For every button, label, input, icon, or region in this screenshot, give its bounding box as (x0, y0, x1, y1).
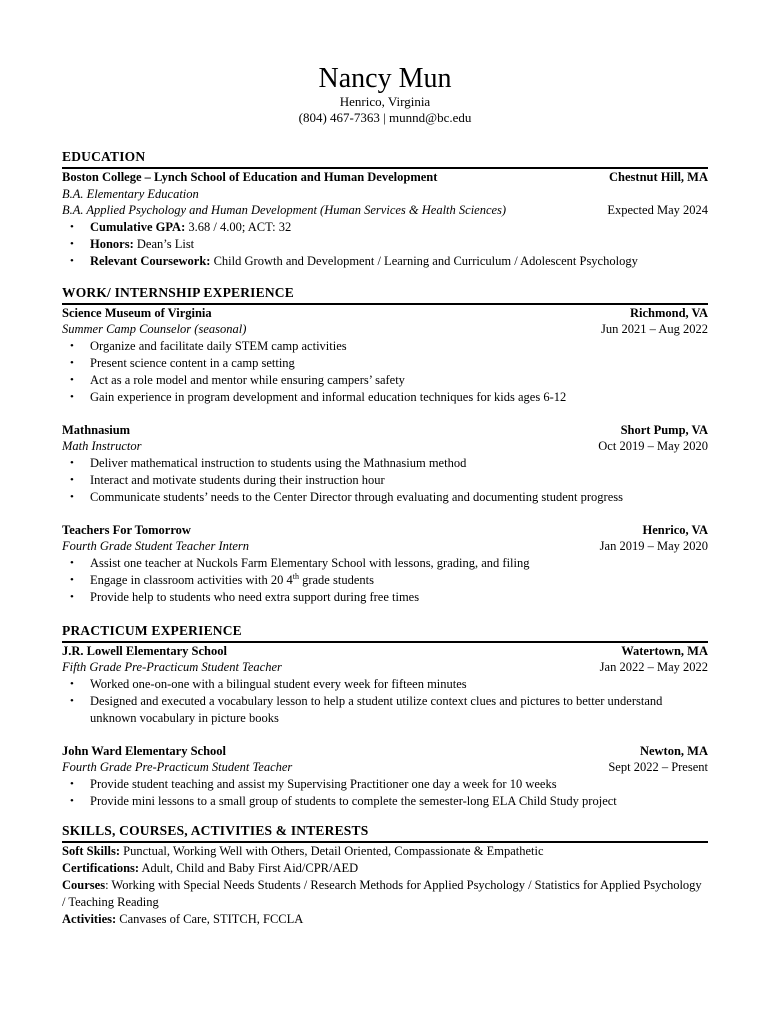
honors-value: Dean’s List (133, 236, 195, 251)
list-item: • Engage in classroom activities with 20 4th grade students (70, 571, 374, 587)
org-location: Henrico, VA (642, 522, 708, 537)
section-education (62, 149, 708, 270)
gpa-label: Cumulative GPA: (90, 219, 186, 234)
role-title: Math Instructor (62, 439, 142, 453)
education-degree2-row (62, 202, 708, 219)
org-row (62, 522, 708, 539)
list-item: • Organize and facilitate daily STEM camp activities (70, 338, 347, 353)
activities-line (62, 911, 708, 928)
role-row (62, 659, 708, 676)
practicum-entry-jr-lowell (62, 643, 708, 727)
section-practicum-experience (62, 623, 708, 810)
bullet-icon: • (70, 694, 74, 707)
list-item: • Provide help to students who need extra support during free times (70, 589, 420, 604)
certifications-value: Adult, Child and Baby First Aid/CPR/AED (139, 860, 359, 875)
soft-skills-label: Soft Skills: (62, 843, 121, 858)
role-title: Fifth Grade Pre-Practicum Student Teacher (62, 660, 282, 674)
activities-label: Activities: (62, 911, 117, 926)
resume-location: Henrico, Virginia (339, 94, 431, 109)
list-item: • Worked one-on-one with a bilingual student every week for fifteen minutes (70, 676, 467, 691)
org-name: J.R. Lowell Elementary School (62, 643, 227, 658)
list-item: • Assist one teacher at Nuckols Farm Elementary School with lessons, grading, and filing (70, 555, 530, 570)
bullet-icon: • (70, 456, 74, 469)
activities-value: Canvases of Care, STITCH, FCCLA (116, 911, 304, 926)
school-location: Chestnut Hill, MA (609, 170, 708, 184)
bullet-icon: • (70, 254, 74, 267)
org-name: Science Museum of Virginia (62, 305, 212, 320)
list-item: • Present science content in a camp setting (70, 355, 295, 370)
list-item: • Provide mini lessons to a small group of students to complete the semester-long ELA Child Study project (70, 793, 617, 808)
role-title: Fourth Grade Pre-Practicum Student Teacher (62, 760, 293, 774)
courses-value: : Working with Special Needs Students / Research Methods for Applied Psychology / Statistics for Applied Psychology / Teaching Reading (62, 877, 702, 909)
list-item: • Act as a role model and mentor while ensuring campers’ safety (70, 372, 405, 387)
school-name: Boston College – Lynch School of Education and Human Development (62, 170, 438, 184)
list-item: • Provide student teaching and assist my Supervising Practitioner one day a week for 10 weeks (70, 776, 557, 791)
soft-skills-line (62, 843, 708, 860)
role-dates: Jun 2021 – Aug 2022 (601, 322, 708, 336)
section-skills (62, 823, 708, 928)
education-school-row (62, 169, 708, 186)
role-row (62, 759, 708, 776)
bullet-icon: • (70, 556, 74, 569)
bullet-icon: • (70, 237, 74, 250)
honors-label: Honors: (90, 236, 134, 251)
bullet-icon: • (70, 677, 74, 690)
work-entry-science-museum (62, 305, 708, 406)
list-item (62, 219, 708, 236)
role-dates: Sept 2022 – Present (608, 760, 708, 774)
list-item: • Communicate students’ needs to the Center Director through evaluating and documenting student progress (70, 489, 623, 504)
bullet-icon: • (70, 777, 74, 790)
certifications-line (62, 860, 708, 877)
bullet-icon: • (70, 473, 74, 486)
role-dates: Jan 2022 – May 2022 (599, 660, 708, 674)
resume-content (62, 64, 708, 928)
role-title: Fourth Grade Student Teacher Intern (62, 539, 250, 553)
role-row (62, 538, 708, 555)
degree-2: B.A. Applied Psychology and Human Development (Human Services & Health Sciences) (62, 203, 507, 217)
list-item (62, 236, 708, 253)
org-name: John Ward Elementary School (62, 743, 227, 758)
resume-name: Nancy Mun (318, 63, 452, 94)
bullet-icon: • (70, 490, 74, 503)
org-name: Teachers For Tomorrow (62, 522, 191, 537)
practicum-entry-john-ward (62, 743, 708, 810)
coursework-label: Relevant Coursework: (90, 253, 211, 268)
bullet-icon: • (70, 339, 74, 352)
bullet-icon: • (70, 390, 74, 403)
bullet-icon: • (70, 220, 74, 233)
role-row (62, 438, 708, 455)
list-item (62, 253, 708, 270)
bullet-icon: • (70, 794, 74, 807)
education-bullets (62, 219, 708, 270)
org-row (62, 743, 708, 760)
courses-label: Courses (62, 877, 106, 892)
work-entry-mathnasium (62, 422, 708, 506)
list-item: • Designed and executed a vocabulary lesson to help a student utilize context clues and pictures to better understand unknown vocabulary in picture books (70, 693, 663, 725)
certifications-label: Certifications: (62, 860, 140, 875)
education-heading: EDUCATION (62, 149, 708, 169)
gpa-value: 3.68 / 4.00; ACT: 32 (185, 219, 292, 234)
graduation-date: Expected May 2024 (607, 203, 708, 217)
org-location: Richmond, VA (629, 305, 708, 320)
org-row (62, 305, 708, 322)
org-name: Mathnasium (62, 422, 131, 437)
org-row (62, 643, 708, 660)
skills-heading: SKILLS, COURSES, ACTIVITIES & INTERESTS (62, 823, 708, 843)
practicum-heading: PRACTICUM EXPERIENCE (62, 623, 708, 643)
role-row (62, 321, 708, 338)
org-location: Short Pump, VA (620, 422, 708, 437)
section-work-experience (62, 285, 708, 606)
soft-skills-value: Punctual, Working Well with Others, Detail Oriented, Compassionate & Empathetic (120, 843, 544, 858)
bullet-icon: • (70, 573, 74, 586)
role-dates: Jan 2019 – May 2020 (599, 539, 708, 553)
bullet-icon: • (70, 590, 74, 603)
courses-line (62, 877, 708, 911)
org-location: Watertown, MA (621, 643, 708, 658)
degree-1: B.A. Elementary Education (62, 186, 199, 201)
work-heading: WORK/ INTERNSHIP EXPERIENCE (62, 285, 708, 305)
org-location: Newton, MA (639, 743, 708, 758)
org-row (62, 422, 708, 439)
resume-contact: (804) 467-7363 | munnd@bc.edu (298, 110, 472, 125)
work-entry-teachers-for-tomorrow (62, 522, 708, 606)
bullet-icon: • (70, 356, 74, 369)
ordinal-superscript: th (292, 571, 299, 581)
role-title: Summer Camp Counselor (seasonal) (62, 322, 247, 336)
bullet-icon: • (70, 373, 74, 386)
list-item: • Gain experience in program development and informal education techniques for kids ages 6-12 (70, 389, 567, 404)
role-dates: Oct 2019 – May 2020 (598, 439, 708, 453)
list-item: • Deliver mathematical instruction to students using the Mathnasium method (70, 455, 467, 470)
education-degree1-row (62, 186, 708, 203)
coursework-value: Child Growth and Development / Learning and Curriculum / Adolescent Psychology (210, 253, 638, 268)
list-item: • Interact and motivate students during their instruction hour (70, 472, 385, 487)
